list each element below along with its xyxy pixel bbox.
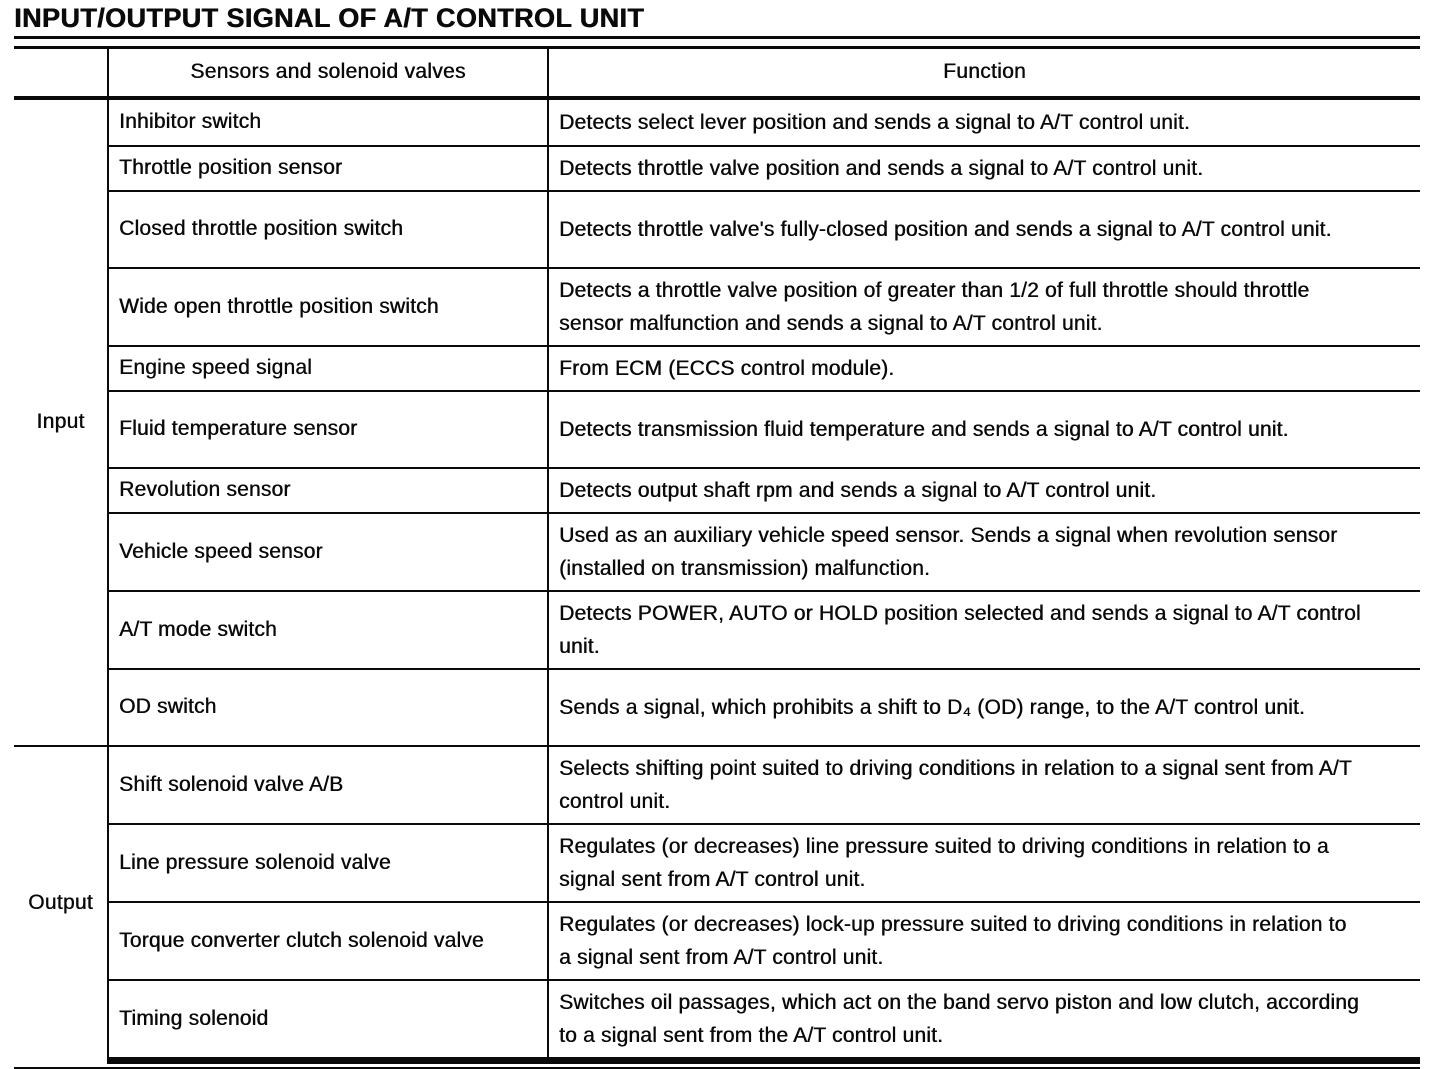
function-cell: Regulates (or decreases) line pressure suited to driving conditions in relation to a signal sent from A/T control unit. — [548, 824, 1420, 902]
function-cell: Detects transmission fluid temperature and sends a signal to A/T control unit. — [548, 391, 1420, 468]
sensor-cell: Revolution sensor — [108, 468, 548, 513]
sensor-cell: Shift solenoid valve A/B — [108, 746, 548, 824]
table-row — [14, 669, 1420, 746]
table-row — [14, 146, 1420, 191]
sensor-cell: Timing solenoid — [108, 980, 548, 1061]
function-cell: From ECM (ECCS control module). — [548, 346, 1420, 391]
sensor-cell: Line pressure solenoid valve — [108, 824, 548, 902]
function-cell: Detects throttle valve position and sends a signal to A/T control unit. — [548, 146, 1420, 191]
header-sensors-cell: Sensors and solenoid valves — [108, 48, 548, 98]
group-cell: Output — [14, 746, 108, 1061]
header-row — [14, 48, 1420, 98]
io-signal-table — [14, 46, 1420, 1064]
function-cell: Switches oil passages, which act on the band servo piston and low clutch, according to a signal sent from the A/T control unit. — [548, 980, 1420, 1061]
sensor-cell: A/T mode switch — [108, 591, 548, 669]
function-cell: Used as an auxiliary vehicle speed sensor. Sends a signal when revolution sensor (installed on transmission) malfunction. — [548, 513, 1420, 591]
sensor-cell: Vehicle speed sensor — [108, 513, 548, 591]
function-cell: Detects throttle valve's fully-closed position and sends a signal to A/T control unit. — [548, 191, 1420, 268]
sensor-cell: Inhibitor switch — [108, 98, 548, 146]
table-body — [14, 98, 1420, 1061]
table-row — [14, 980, 1420, 1061]
function-cell: Detects select lever position and sends a signal to A/T control unit. — [548, 98, 1420, 146]
sensor-cell: OD switch — [108, 669, 548, 746]
sensor-cell: Wide open throttle position switch — [108, 268, 548, 346]
header-group-cell — [14, 48, 108, 98]
table-row — [14, 824, 1420, 902]
table-row — [14, 268, 1420, 346]
table-row — [14, 902, 1420, 980]
table-row — [14, 591, 1420, 669]
function-cell: Detects POWER, AUTO or HOLD position selected and sends a signal to A/T control unit. — [548, 591, 1420, 669]
table-row — [14, 191, 1420, 268]
table-row — [14, 468, 1420, 513]
bottom-rule — [14, 1067, 1420, 1069]
sensor-cell: Throttle position sensor — [108, 146, 548, 191]
table-row — [14, 391, 1420, 468]
table-row — [14, 746, 1420, 824]
function-cell: Regulates (or decreases) lock-up pressure suited to driving conditions in relation to a signal sent from A/T control unit. — [548, 902, 1420, 980]
sensor-cell: Engine speed signal — [108, 346, 548, 391]
table-row — [14, 98, 1420, 146]
function-cell: Detects a throttle valve position of greater than 1/2 of full throttle should throttle sensor malfunction and sends a signal to A/T control unit. — [548, 268, 1420, 346]
title-rule — [14, 36, 1420, 39]
group-cell: Input — [14, 98, 108, 746]
sensor-cell: Torque converter clutch solenoid valve — [108, 902, 548, 980]
function-cell: Sends a signal, which prohibits a shift to D₄ (OD) range, to the A/T control unit. — [548, 669, 1420, 746]
header-function-cell: Function — [548, 48, 1420, 98]
page-title: INPUT/OUTPUT SIGNAL OF A/T CONTROL UNIT — [14, 3, 645, 33]
sensor-cell: Fluid temperature sensor — [108, 391, 548, 468]
function-cell: Selects shifting point suited to driving conditions in relation to a signal sent from A/T control unit. — [548, 746, 1420, 824]
function-cell: Detects output shaft rpm and sends a signal to A/T control unit. — [548, 468, 1420, 513]
sensor-cell: Closed throttle position switch — [108, 191, 548, 268]
table-row — [14, 346, 1420, 391]
table-row — [14, 513, 1420, 591]
